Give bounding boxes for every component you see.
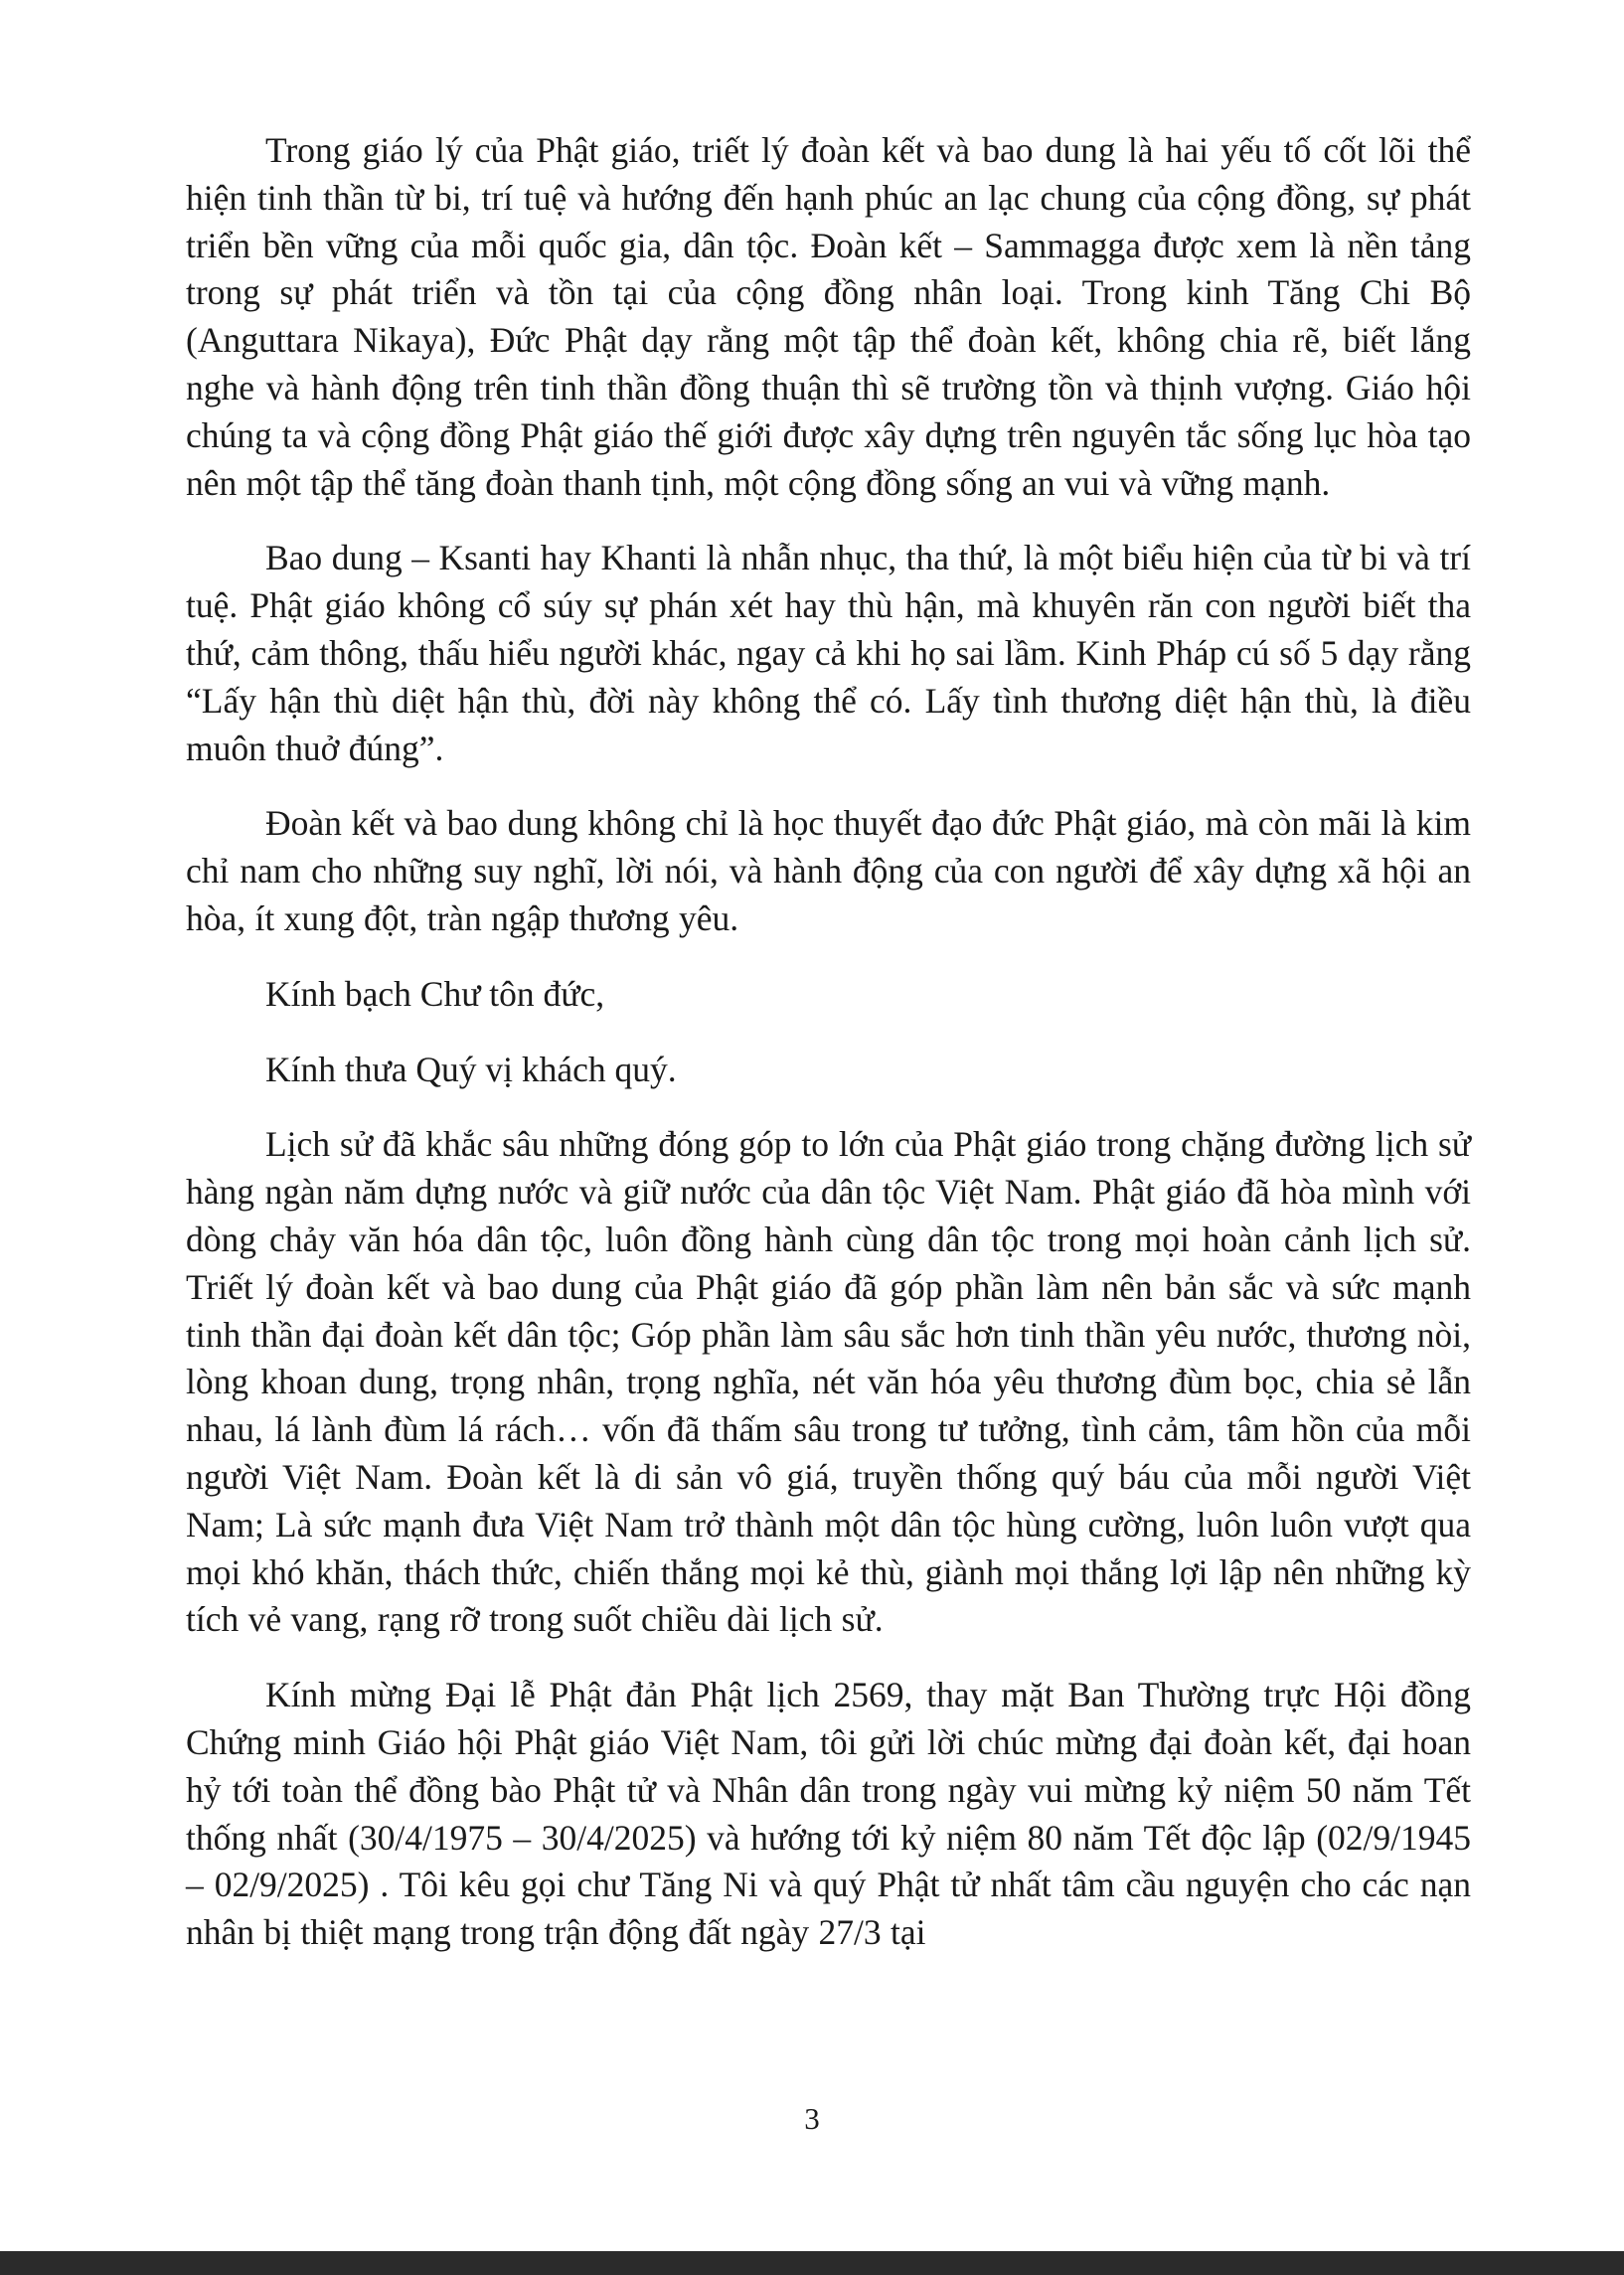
- paragraph-unity: Trong giáo lý của Phật giáo, triết lý đoàn kết và bao dung là hai yếu tố cốt lõi thể hiện tinh thần từ bi, trí tuệ và hướng đến hạnh phúc an lạc chung của cộng đồng, sự phát triển bền vững của mỗi quốc gia, dân tộc. Đoàn kết – Sammagga được xem là nền tảng trong sự phát triển và tồn tại của cộng đồng nhân loại. Trong kinh Tăng Chi Bộ (Anguttara Nikaya), Đức Phật dạy rằng một tập thể đoàn kết, không chia rẽ, biết lắng nghe và hành động trên tinh thần đồng thuận thì sẽ trường tồn và thịnh vượng. Giáo hội chúng ta và cộng đồng Phật giáo thế giới được xây dựng trên nguyên tắc sống lục hòa tạo nên một tập thể tăng đoàn thanh tịnh, một cộng đồng sống an vui và vững mạnh.: [186, 130, 1471, 503]
- paragraph-guideline: Đoàn kết và bao dung không chỉ là học thuyết đạo đức Phật giáo, mà còn mãi là kim chỉ nam cho những suy nghĩ, lời nói, và hành động của con người để xây dựng xã hội an hòa, ít xung đột, tràn ngập thương yêu.: [186, 803, 1471, 938]
- paragraph-celebration: Kính mừng Đại lễ Phật đản Phật lịch 2569, thay mặt Ban Thường trực Hội đồng Chứng minh Giáo hội Phật giáo Việt Nam, tôi gửi lời chúc mừng đại đoàn kết, đại hoan hỷ tới toàn thể đồng bào Phật tử và Nhân dân trong ngày vui mừng kỷ niệm 50 năm Tết thống nhất (30/4/1975 – 30/4/2025) và hướng tới kỷ niệm 80 năm Tết độc lập (02/9/1945 – 02/9/2025) . Tôi kêu gọi chư Tăng Ni và quý Phật tử nhất tâm cầu nguyện cho các nạn nhân bị thiệt mạng trong trận động đất ngày 27/3 tại: [186, 1675, 1471, 1953]
- paragraph-history: Lịch sử đã khắc sâu những đóng góp to lớn của Phật giáo trong chặng đường lịch sử hàng ngàn năm dựng nước và giữ nước của dân tộc Việt Nam. Phật giáo đã hòa mình với dòng chảy văn hóa dân tộc, luôn đồng hành cùng dân tộc trong mọi hoàn cảnh lịch sử. Triết lý đoàn kết và bao dung của Phật giáo đã góp phần làm nên bản sắc và sức mạnh tinh thần đại đoàn kết dân tộc; Góp phần làm sâu sắc hơn tinh thần yêu nước, thương nòi, lòng khoan dung, trọng nhân, trọng nghĩa, nét văn hóa yêu thương đùm bọc, chia sẻ lẫn nhau, lá lành đùm lá rách… vốn đã thấm sâu trong tư tưởng, tình cảm, tâm hồn của mỗi người Việt Nam. Đoàn kết là di sản vô giá, truyền thống quý báu của mỗi người Việt Nam; Là sức mạnh đưa Việt Nam trở thành một dân tộc hùng cường, luôn luôn vượt qua mọi khó khăn, thách thức, chiến thắng mọi kẻ thù, giành mọi thắng lợi lập nên những kỳ tích vẻ vang, rạng rỡ trong suốt chiều dài lịch sử.: [186, 1124, 1471, 1640]
- greeting-guests: Kính thưa Quý vị khách quý.: [265, 1049, 677, 1089]
- scan-bottom-edge: [0, 2251, 1624, 2275]
- page-number: 3: [804, 2101, 820, 2136]
- document-page: [186, 127, 1471, 1985]
- greeting-venerables: Kính bạch Chư tôn đức,: [265, 973, 605, 1014]
- paragraph-tolerance: Bao dung – Ksanti hay Khanti là nhẫn nhục, tha thứ, là một biểu hiện của từ bi và trí tuệ. Phật giáo không cổ súy sự phán xét hay thù hận, mà khuyên răn con người biết tha thứ, cảm thông, thấu hiểu người khác, ngay cả khi họ sai lầm. Kinh Pháp cú số 5 dạy rằng “Lấy hận thù diệt hận thù, đời này không thể có. Lấy tình thương diệt hận thù, là điều muôn thuở đúng”.: [186, 538, 1471, 768]
